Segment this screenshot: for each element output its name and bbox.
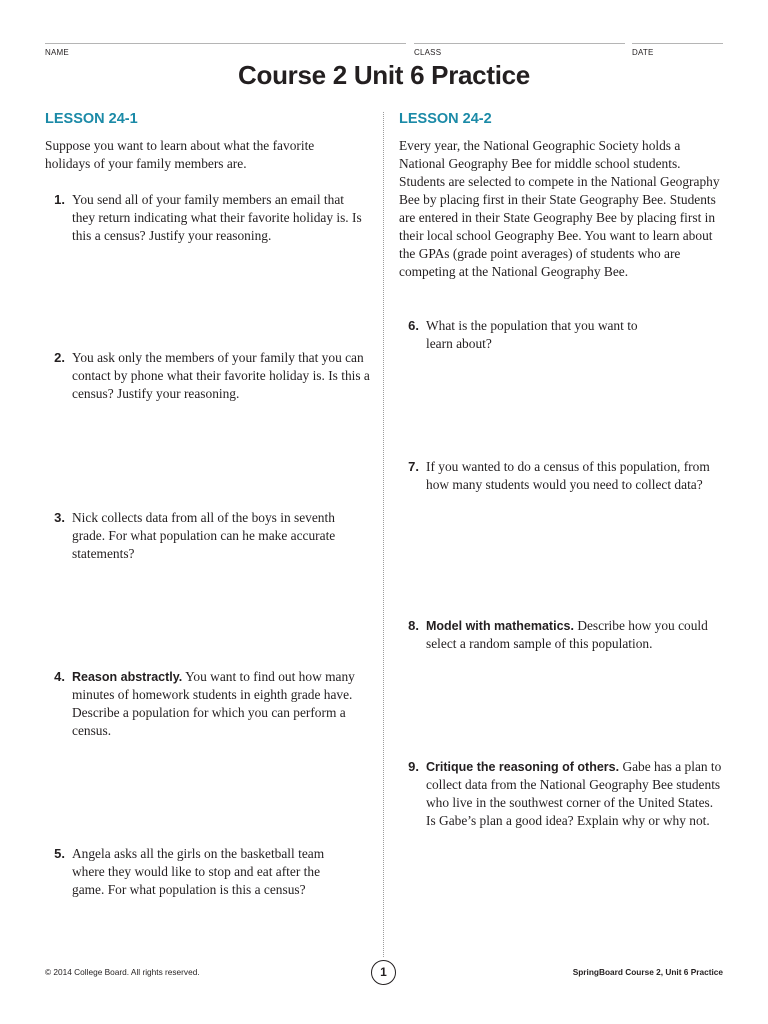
question-number: 7. bbox=[408, 459, 419, 474]
question-lead: Reason abstractly. bbox=[72, 670, 183, 684]
page-number: 1 bbox=[371, 960, 396, 985]
question-number: 3. bbox=[54, 510, 65, 525]
lesson-24-2-intro: Every year, the National Geographic Society holds a National Geography Bee for middle school students. Students are selected to compete in the National Geography Bee by placing first in their State Geography Bee. Students are entered in their State Geography Bee by placing first in their local school Geography Bee. You want to learn about the GPAs (grade point averages) of students who are competing at the National Geography Bee. bbox=[399, 138, 720, 279]
question-text: Nick collects data from all of the boys in seventh grade. For what population can he make accurate statements? bbox=[72, 510, 336, 561]
lesson-24-1-intro: Suppose you want to learn about what the favorite holidays of your family members are. bbox=[45, 138, 315, 171]
class-field[interactable] bbox=[414, 43, 625, 57]
question-text: You ask only the members of your family that you can contact by phone what their favorite holiday is. Is this a census? Justify your reasoning. bbox=[72, 350, 370, 401]
date-field[interactable] bbox=[632, 43, 723, 57]
copyright-notice: © 2014 College Board. All rights reserved. bbox=[45, 967, 200, 977]
name-label: NAME bbox=[45, 48, 69, 57]
question-text: Gabe has a plan to collect data from the National Geography Bee students who live in the southwest corner of the United States. Is Gabe’s plan a good idea? Explain why or why not. bbox=[426, 759, 722, 828]
question-text: Describe how you could select a random sample of this population. bbox=[426, 618, 708, 651]
course-footer: SpringBoard Course 2, Unit 6 Practice bbox=[572, 967, 723, 977]
question-number: 5. bbox=[54, 846, 65, 861]
column-divider bbox=[383, 112, 384, 957]
lesson-heading-24-2: LESSON 24-2 bbox=[399, 111, 492, 127]
question-number: 6. bbox=[408, 318, 419, 333]
question-text: If you wanted to do a census of this population, from how many students would you need to collect data? bbox=[426, 459, 710, 492]
question-number: 1. bbox=[54, 192, 65, 207]
question-text: You want to find out how many minutes of homework students in eighth grade have. Describe a population for which you can perform a census. bbox=[72, 669, 355, 738]
page-title: Course 2 Unit 6 Practice bbox=[238, 60, 530, 90]
question-text: You send all of your family members an email that they return indicating what their favorite holiday is. Is this a census? Justify your reasoning. bbox=[72, 192, 362, 243]
question-number: 4. bbox=[54, 669, 65, 684]
question-text: Angela asks all the girls on the basketball team where they would like to stop and eat after the game. For what population is this a census? bbox=[72, 846, 325, 897]
question-number: 9. bbox=[408, 759, 419, 774]
question-lead: Critique the reasoning of others. bbox=[426, 760, 620, 774]
date-label: DATE bbox=[632, 48, 654, 57]
class-label: CLASS bbox=[414, 48, 442, 57]
question-lead: Model with mathematics. bbox=[426, 619, 574, 633]
name-field[interactable] bbox=[45, 43, 406, 57]
lesson-heading-24-1: LESSON 24-1 bbox=[45, 111, 138, 127]
question-number: 2. bbox=[54, 350, 65, 365]
question-number: 8. bbox=[408, 618, 419, 633]
question-text: What is the population that you want to learn about? bbox=[426, 318, 638, 351]
